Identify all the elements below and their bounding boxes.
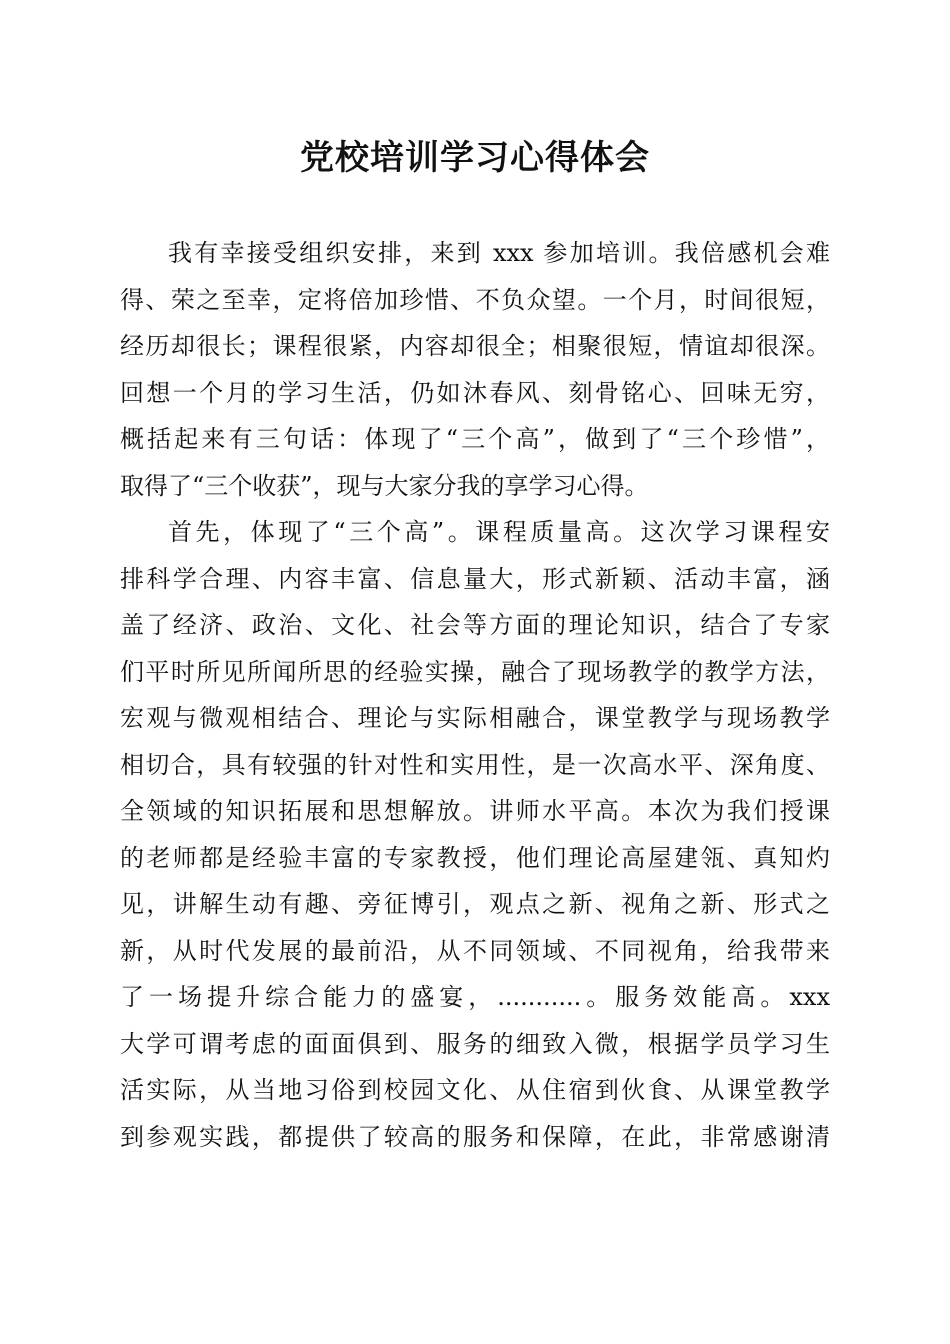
paragraph-line: 们平时所见所闻所思的经验实操，融合了现场教学的教学方法， bbox=[120, 657, 830, 686]
paragraph-line: 了一场提升综合能力的盛宴，...........。服务效能高。xxx bbox=[120, 983, 830, 1011]
paragraph-line: 到参观实践，都提供了较高的服务和保障，在此，非常感谢清 bbox=[120, 1122, 830, 1151]
paragraph-line: 盖了经济、政治、文化、社会等方面的理论知识，结合了专家 bbox=[120, 611, 830, 639]
paragraph-line: 我有幸接受组织安排，来到 xxx 参加培训。我倍感机会难 bbox=[168, 239, 830, 267]
paragraph-line: 取得了“三个收获”，现与大家分我的享学习心得。 bbox=[120, 471, 649, 500]
paragraph-line: 大学可谓考虑的面面俱到、服务的细致入微，根据学员学习生 bbox=[120, 1029, 830, 1058]
paragraph-line: 新，从时代发展的最前沿，从不同领域、不同视角，给我带来 bbox=[120, 936, 830, 965]
paragraph-line: 活实际，从当地习俗到校园文化、从住宿到伙食、从课堂教学 bbox=[120, 1076, 830, 1104]
document-body bbox=[120, 230, 830, 1160]
document-title: 党校培训学习心得体会 bbox=[300, 138, 650, 178]
paragraph-line: 得、荣之至幸，定将倍加珍惜、不负众望。一个月，时间很短， bbox=[120, 285, 830, 314]
paragraph-line: 全领域的知识拓展和思想解放。讲师水平高。本次为我们授课 bbox=[120, 797, 830, 825]
paragraph-line: 概括起来有三句话：体现了“三个高”，做到了“三个珍惜”， bbox=[120, 425, 830, 453]
paragraph-line: 的老师都是经验丰富的专家教授，他们理论高屋建瓴、真知灼 bbox=[120, 843, 830, 872]
paragraph-line: 排科学合理、内容丰富、信息量大，形式新颖、活动丰富，涵 bbox=[120, 564, 830, 593]
paragraph-line: 见，讲解生动有趣、旁征博引，观点之新、视角之新、形式之 bbox=[120, 890, 830, 918]
paragraph-line: 回想一个月的学习生活，仍如沐春风、刻骨铭心、回味无穷， bbox=[120, 378, 830, 407]
paragraph-line: 首先，体现了“三个高”。课程质量高。这次学习课程安 bbox=[168, 518, 830, 546]
paragraph-line: 宏观与微观相结合、理论与实际相融合，课堂教学与现场教学 bbox=[120, 704, 830, 732]
paragraph-line: 相切合，具有较强的针对性和实用性，是一次高水平、深角度、 bbox=[120, 750, 830, 779]
paragraph-line: 经历却很长；课程很紧，内容却很全；相聚很短，情谊却很深。 bbox=[120, 332, 830, 360]
